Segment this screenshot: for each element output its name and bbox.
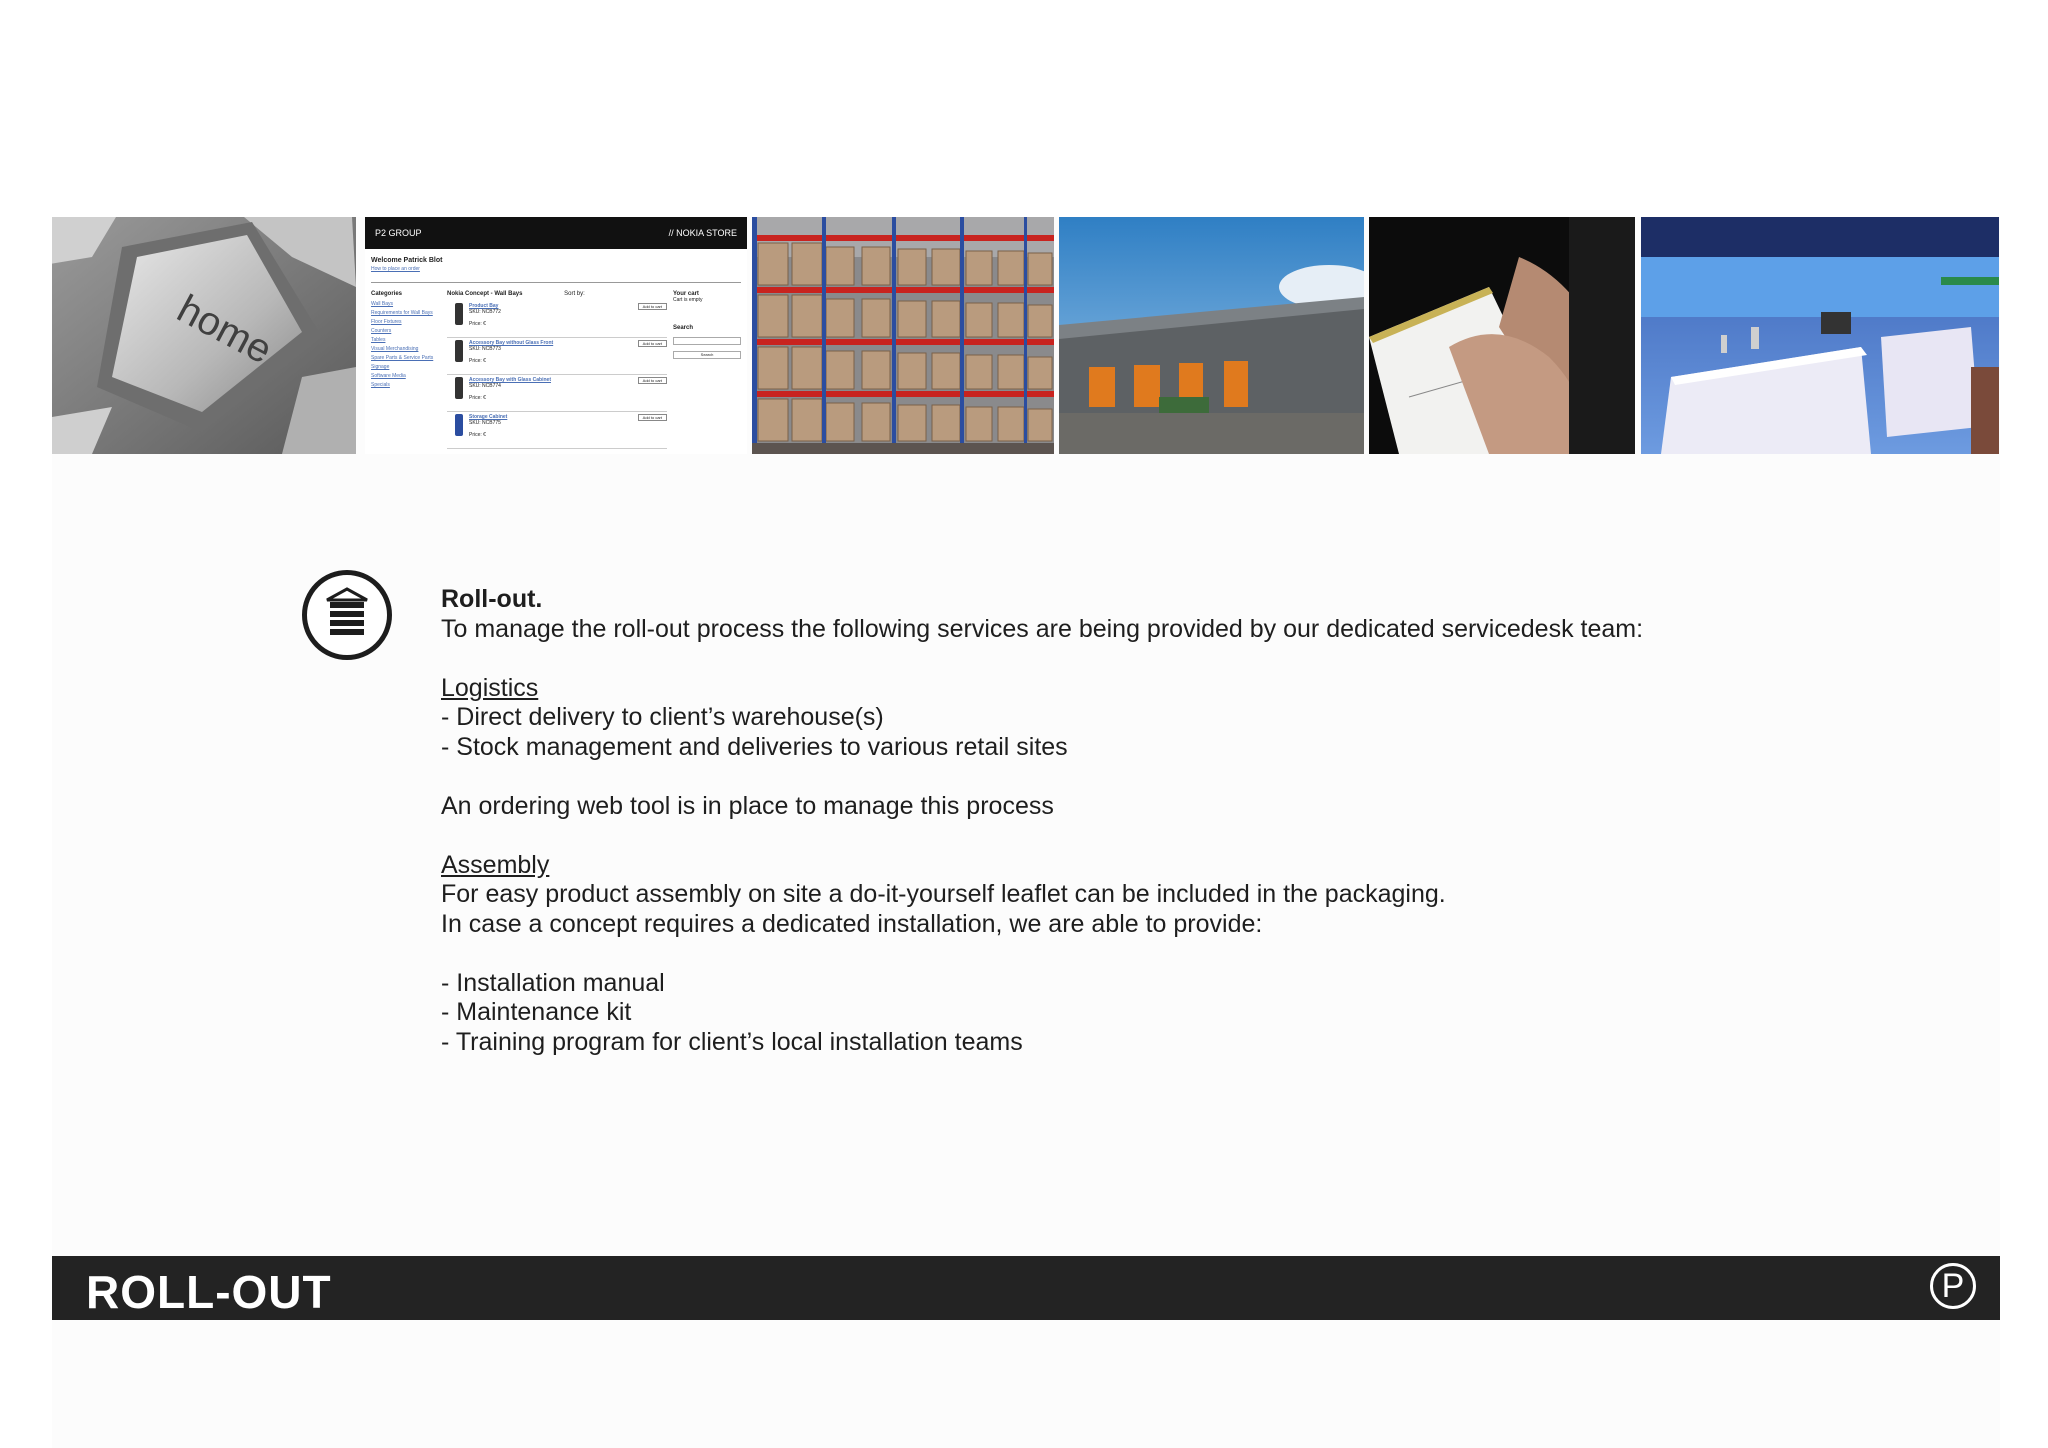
warehouse-icon — [302, 570, 392, 660]
webtool-categories-heading: Categories — [371, 291, 403, 297]
section-title: Roll-out. — [441, 585, 543, 613]
webtool-product-item — [447, 340, 667, 375]
assembly-item: - Maintenance kit — [441, 998, 632, 1026]
webtool-product-name: Accessory Bay without Glass Front — [469, 340, 554, 346]
webtool-category: Spare Parts & Service Parts — [371, 355, 434, 361]
phone-thumbnail — [455, 414, 463, 436]
webtool-product-price: Price: € — [469, 432, 486, 438]
phone-thumbnail — [455, 303, 463, 325]
webtool-add-to-cart-button: Add to cart — [638, 340, 667, 347]
webtool-welcome-link: How to place an order — [371, 266, 420, 272]
webtool-header-bar — [365, 217, 747, 249]
webtool-add-to-cart-button: Add to cart — [638, 414, 667, 421]
assembly-text: For easy product assembly on site a do-it-yourself leaflet can be included in the packaging. — [441, 880, 1446, 908]
webtool-product-name: Accessory Bay with Glass Cabinet — [469, 377, 551, 383]
webtool-product-sku: SKU: NCB774 — [469, 383, 501, 389]
assembly-heading: Assembly — [441, 850, 550, 879]
warehouse-racks-image — [752, 217, 1054, 454]
webtool-product-price: Price: € — [469, 321, 486, 327]
keyboard-key-label: home — [170, 286, 280, 373]
webtool-category: Counters — [371, 328, 392, 334]
hands-with-document-image — [1369, 217, 1635, 454]
keyboard-home-key-image — [52, 217, 356, 454]
webtool-store-label: // NOKIA STORE — [668, 228, 737, 238]
footer-bar — [52, 1256, 2000, 1320]
webtool-product-item — [447, 414, 667, 449]
webtool-search-field — [673, 337, 741, 345]
webtool-product-sku: SKU: NCB775 — [469, 420, 501, 426]
assembly-item: - Installation manual — [441, 968, 665, 997]
webtool-cart-heading: Your cart — [673, 291, 699, 297]
assembly-item: - Training program for client’s local installation teams — [441, 1027, 1023, 1056]
logistics-item: - Direct delivery to client’s warehouse(s) — [441, 703, 884, 731]
webtool-category: Specials — [371, 382, 390, 388]
webtool-product-list — [447, 291, 667, 451]
intro-text: To manage the roll-out process the following services are being provided by our dedicated servicedesk team: — [441, 614, 1644, 643]
retail-store-display-image — [1641, 217, 1999, 454]
webtool-category: Floor Fixtures — [371, 319, 402, 325]
webtool-category: Wall Bays — [371, 301, 394, 307]
webtool-product-price: Price: € — [469, 358, 486, 364]
phone-thumbnail — [455, 377, 463, 399]
webtool-product-sku: SKU: NCB772 — [469, 309, 501, 315]
webtool-products-heading: Nokia Concept - Wall Bays — [447, 291, 523, 297]
rollout-description — [441, 585, 1941, 1057]
webtool-category: Signage — [371, 364, 390, 370]
webtool-category: Requirements for Wall Bays — [371, 310, 433, 316]
webtool-category: Software Media — [371, 373, 406, 379]
ordering-note: An ordering web tool is in place to manage this process — [441, 791, 1054, 820]
webtool-cart — [673, 291, 741, 451]
webtool-product-sku: SKU: NCB773 — [469, 346, 501, 352]
phone-thumbnail — [455, 340, 463, 362]
webtool-brand: P2 GROUP — [375, 228, 422, 238]
webtool-search-heading: Search — [673, 325, 694, 331]
webtool-add-to-cart-button: Add to cart — [638, 303, 667, 310]
webtool-product-name: Product Bay — [469, 303, 499, 309]
webtool-category: Tables — [371, 337, 386, 343]
ordering-webtool-screenshot — [365, 217, 747, 454]
webtool-product-item — [447, 377, 667, 412]
webtool-category: Visual Merchandising — [371, 346, 419, 352]
webtool-product-item — [447, 303, 667, 338]
p-logo-icon: P — [1930, 1263, 1976, 1309]
webtool-categories — [371, 291, 441, 451]
webtool-sort-label: Sort by: — [564, 291, 585, 297]
footer-title: ROLL-OUT — [86, 1266, 332, 1318]
webtool-product-name: Storage Cabinet — [469, 414, 508, 420]
webtool-welcome: Welcome Patrick Blot — [371, 257, 443, 264]
webtool-product-price: Price: € — [469, 395, 486, 401]
assembly-text: In case a concept requires a dedicated installation, we are able to provide: — [441, 909, 1263, 938]
logistics-item: - Stock management and deliveries to various retail sites — [441, 732, 1068, 761]
distribution-building-image — [1059, 217, 1364, 454]
webtool-search-button: Search — [673, 351, 741, 359]
logistics-heading: Logistics — [441, 673, 539, 702]
webtool-cart-status: Cart is empty — [673, 297, 703, 303]
webtool-add-to-cart-button: Add to cart — [638, 377, 667, 384]
